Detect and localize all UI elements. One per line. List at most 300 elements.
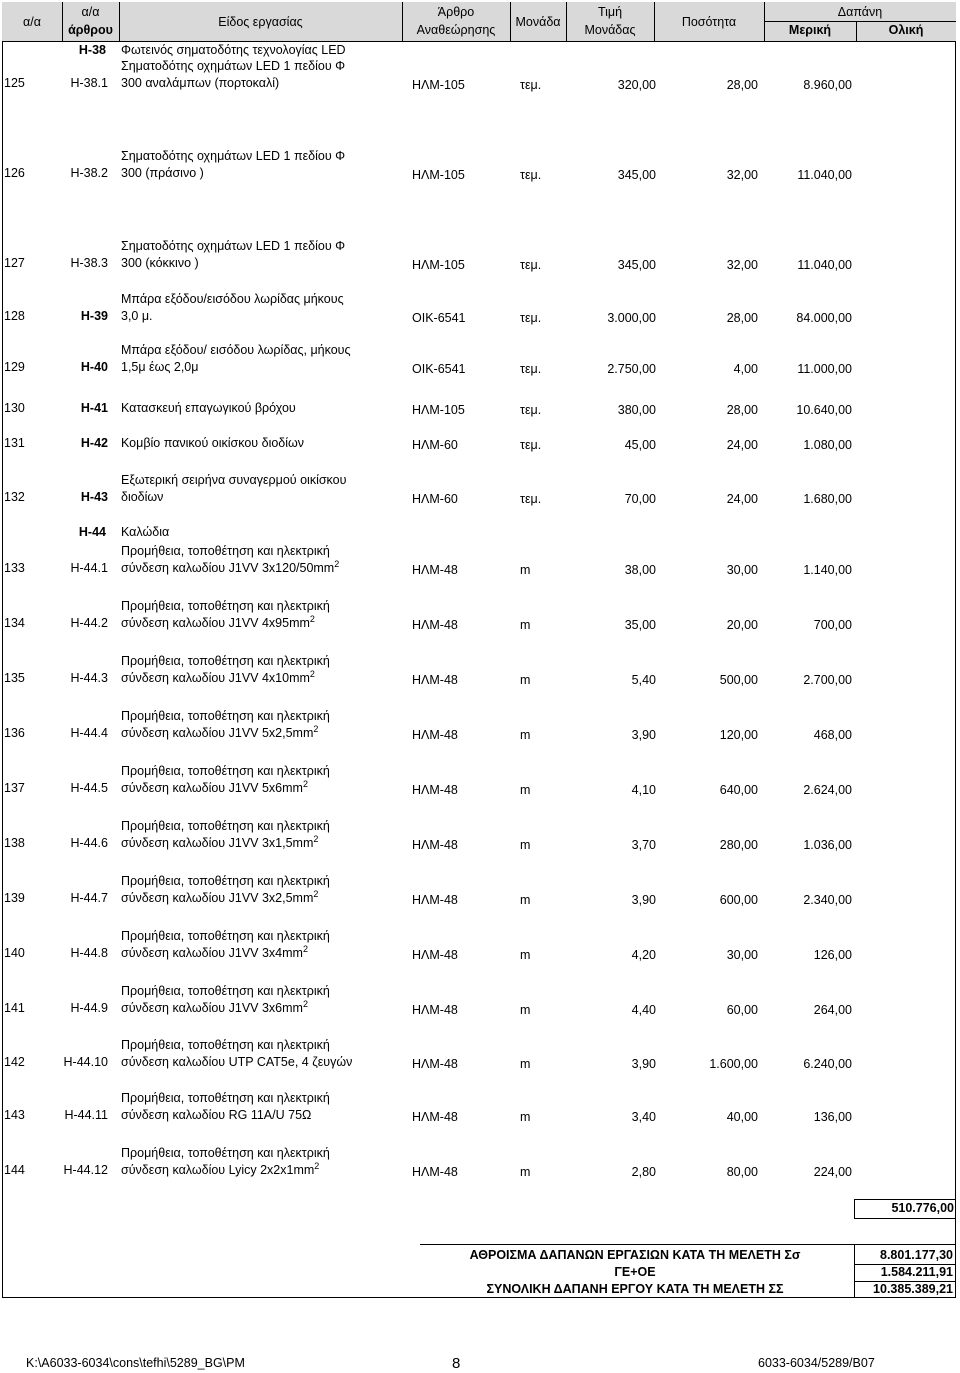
row-aa [4, 1108, 44, 1123]
row-aa-text: 141 [4, 1001, 25, 1015]
row-code-text: Η-44.3 [70, 671, 108, 685]
row-code-text: Η-41 [80, 401, 108, 415]
row-partial-cost [756, 948, 852, 963]
row-aa [4, 836, 44, 851]
row-code [58, 490, 108, 505]
row-quantity [660, 438, 758, 453]
row-partial-cost-text: 1.680,00 [803, 492, 852, 506]
row-aa-text: 142 [4, 1055, 25, 1069]
row-quantity-text: 24,00 [726, 438, 758, 452]
row-unit-text: τεμ. [520, 311, 542, 325]
row-code-text: Η-44.5 [70, 781, 108, 795]
row-article-text: ΗΛΜ-60 [412, 438, 458, 452]
row-desc-line-2-superscript: 2 [309, 613, 315, 624]
row-unit-price [568, 893, 656, 908]
row-partial-cost-text: 1.080,00 [803, 438, 852, 452]
row-quantity-text: 280,00 [719, 838, 758, 852]
row-unit-price [568, 1110, 656, 1125]
row-desc-line-1 [121, 599, 330, 614]
row-unit [520, 362, 541, 377]
row-desc-line-2-superscript: 2 [309, 668, 315, 679]
row-code [58, 76, 108, 91]
row-partial-cost [756, 438, 852, 453]
row-article-text: ΗΛΜ-48 [412, 1057, 458, 1071]
row-desc-line-1 [121, 764, 330, 779]
row-unit-text: τεμ. [520, 403, 542, 417]
header-dapani: Δαπάνη [837, 5, 883, 19]
row-unit [520, 563, 530, 578]
row-desc-line-1 [121, 984, 330, 999]
row-desc-line-1-text: Προμήθεια, τοποθέτηση και ηλεκτρική [121, 819, 330, 833]
row-article [412, 893, 458, 908]
row-quantity [660, 492, 758, 507]
row-article [412, 311, 466, 326]
row-code [58, 726, 108, 741]
row-code [58, 360, 108, 375]
row-partial-cost-text: 2.624,00 [803, 783, 852, 797]
row-unit [520, 728, 530, 743]
row-unit-text: τεμ. [520, 492, 542, 506]
row-code-text: Η-38.3 [70, 256, 108, 270]
row-code-text: Η-44.4 [70, 726, 108, 740]
row-desc-line-2 [121, 1108, 311, 1123]
row-quantity-text: 24,00 [726, 492, 758, 506]
footer-file-path: K:\A6033-6034\cons\tefhi\5289_BG\PM [26, 1356, 245, 1370]
row-quantity-text: 40,00 [726, 1110, 758, 1124]
footer-reference: 6033-6034/5289/B07 [758, 1356, 875, 1370]
row-desc-line-2-text: σύνδεση καλωδίου Lyicy 2x2x1mm [121, 1163, 315, 1177]
row-desc-line-1-text: Προμήθεια, τοποθέτηση και ηλεκτρική [121, 544, 330, 558]
row-unit-text: m [520, 948, 531, 962]
header-arthro-1: Άρθρο [437, 5, 475, 19]
row-desc-line-1-text: Προμήθεια, τοποθέτηση και ηλεκτρική [121, 984, 330, 998]
row-desc-line-2-text: 3,0 μ. [121, 309, 153, 323]
row-desc-line-2-text: Κατασκευή επαγωγικού βρόχου [121, 401, 296, 415]
row-desc-line-2 [121, 888, 319, 906]
header-timi-2: Μονάδας [584, 23, 636, 37]
row-unit-price-text: 4,10 [631, 783, 656, 797]
row-desc-line-2-text: σύνδεση καλωδίου J1VV 5x6mm [121, 781, 303, 795]
row-unit-price [568, 728, 656, 743]
row-aa-text: 139 [4, 891, 25, 905]
row-quantity-text: 30,00 [726, 563, 758, 577]
row-partial-cost [756, 838, 852, 853]
summary-value-works: 8.801.177,30 [880, 1248, 953, 1262]
row-partial-cost [756, 728, 852, 743]
header-divider [510, 2, 511, 42]
group-title-h38: Φωτεινός σηματοδότης τεχνολογίας LED [121, 43, 346, 57]
row-aa [4, 1163, 44, 1178]
row-unit-price [568, 403, 656, 418]
summary-divider [854, 1244, 855, 1298]
row-code-text: Η-43 [80, 490, 108, 504]
row-partial-cost [756, 258, 852, 273]
row-article-text: ΗΛΜ-48 [412, 838, 458, 852]
row-desc-line-1 [121, 654, 330, 669]
row-article [412, 438, 458, 453]
row-desc-line-1 [121, 292, 344, 307]
row-desc-line-2-superscript: 2 [313, 833, 319, 844]
row-unit-price-text: 3,90 [631, 1057, 656, 1071]
header-divider [764, 21, 956, 22]
row-desc-line-2-superscript: 2 [313, 723, 319, 734]
row-desc-line-2 [121, 833, 319, 851]
row-article-text: ΗΛΜ-48 [412, 948, 458, 962]
row-code [58, 891, 108, 906]
row-desc-line-2-text: Κομβίο πανικού οικίσκου διοδίων [121, 436, 305, 450]
row-desc-line-2 [121, 76, 279, 91]
row-desc-line-2 [121, 256, 199, 271]
row-desc-line-1-text: Προμήθεια, τοποθέτηση και ηλεκτρική [121, 709, 330, 723]
row-partial-cost [756, 783, 852, 798]
row-aa-text: 140 [4, 946, 25, 960]
row-unit-price [568, 838, 656, 853]
summary-value-geoe: 1.584.211,91 [880, 1265, 953, 1279]
row-unit-price-text: 345,00 [617, 168, 656, 182]
row-unit-price [568, 618, 656, 633]
row-quantity [660, 618, 758, 633]
header-meriki: Μερική [788, 23, 832, 37]
row-quantity [660, 1165, 758, 1180]
row-quantity-text: 20,00 [726, 618, 758, 632]
row-desc-line-2-text: διοδίων [121, 490, 164, 504]
row-aa-text: 137 [4, 781, 25, 795]
row-article [412, 78, 465, 93]
row-quantity-text: 600,00 [719, 893, 758, 907]
row-quantity-text: 28,00 [726, 78, 758, 92]
header-divider [856, 22, 857, 42]
row-quantity-text: 32,00 [726, 168, 758, 182]
row-desc-line-2-text: σύνδεση καλωδίου UTP CAT5e, 4 ζευγών [121, 1055, 353, 1069]
row-partial-cost-text: 1.140,00 [803, 563, 852, 577]
header-timi-1: Τιμή [597, 5, 623, 19]
row-desc-line-2-superscript: 2 [334, 558, 340, 569]
row-desc-line-2-text: 300 (πράσινο ) [121, 166, 204, 180]
row-partial-cost [756, 492, 852, 507]
row-desc-line-2-superscript: 2 [302, 998, 308, 1009]
row-unit-price [568, 258, 656, 273]
row-article [412, 168, 465, 183]
row-desc-line-2 [121, 613, 315, 631]
row-code [58, 616, 108, 631]
row-desc-line-2-text: 1,5μ έως 2,0μ [121, 360, 199, 374]
row-quantity [660, 838, 758, 853]
row-partial-cost-text: 2.340,00 [803, 893, 852, 907]
row-aa-text: 125 [4, 76, 25, 90]
row-desc-line-2-text: σύνδεση καλωδίου J1VV 3x6mm [121, 1001, 303, 1015]
row-unit-text: m [520, 728, 531, 742]
row-code-text: Η-44.10 [63, 1055, 108, 1069]
row-quantity [660, 1110, 758, 1125]
row-unit [520, 1003, 530, 1018]
row-unit-price-text: 4,20 [631, 948, 656, 962]
row-aa [4, 946, 44, 961]
row-desc-line-2 [121, 778, 308, 796]
row-article-text: ΗΛΜ-48 [412, 563, 458, 577]
row-unit [520, 1057, 530, 1072]
row-desc-line-1 [121, 1038, 330, 1053]
row-partial-cost-text: 264,00 [813, 1003, 852, 1017]
row-code-text: Η-40 [80, 360, 108, 374]
row-quantity [660, 311, 758, 326]
row-unit-text: m [520, 673, 531, 687]
row-aa [4, 671, 44, 686]
row-desc-line-2-superscript: 2 [302, 778, 308, 789]
row-unit-price-text: 5,40 [631, 673, 656, 687]
row-unit-text: τεμ. [520, 362, 542, 376]
header-monada: Μονάδα [515, 15, 561, 29]
row-article [412, 1003, 458, 1018]
row-code [58, 1163, 108, 1178]
row-quantity [660, 403, 758, 418]
subtotal-value: 510.776,00 [891, 1201, 954, 1215]
row-desc-line-1-text: Εξωτερική σειρήνα συναγερμού οικίσκου [121, 473, 347, 487]
row-unit-text: m [520, 783, 531, 797]
row-desc-line-1 [121, 343, 351, 358]
row-aa-text: 138 [4, 836, 25, 850]
row-unit-price [568, 311, 656, 326]
row-desc-line-2-superscript: 2 [302, 943, 308, 954]
row-desc-line-2 [121, 401, 296, 416]
row-article [412, 1057, 458, 1072]
row-partial-cost-text: 10.640,00 [796, 403, 852, 417]
row-quantity-text: 500,00 [719, 673, 758, 687]
row-aa-text: 128 [4, 309, 25, 323]
row-code-text: Η-38.1 [70, 76, 108, 90]
row-code-text: Η-42 [80, 436, 108, 450]
row-desc-line-1-text: Προμήθεια, τοποθέτηση και ηλεκτρική [121, 764, 330, 778]
row-aa [4, 561, 44, 576]
row-partial-cost [756, 893, 852, 908]
row-partial-cost [756, 403, 852, 418]
row-partial-cost [756, 1057, 852, 1072]
row-partial-cost-text: 136,00 [813, 1110, 852, 1124]
row-code-text: Η-38.2 [70, 166, 108, 180]
header-divider [764, 2, 765, 42]
row-unit-price-text: 38,00 [624, 563, 656, 577]
group-code-h44: Η-44 [78, 525, 106, 539]
row-partial-cost-text: 6.240,00 [803, 1057, 852, 1071]
row-quantity [660, 1057, 758, 1072]
header-aa-arthrou-2: άρθρου [68, 23, 113, 37]
row-desc-line-2-text: σύνδεση καλωδίου J1VV 3x120/50mm [121, 561, 335, 575]
row-aa [4, 436, 44, 451]
row-desc-line-1-text: Σηματοδότης οχημάτων LED 1 πεδίου Φ [121, 239, 346, 253]
header-posotita: Ποσότητα [681, 15, 737, 29]
row-code [58, 671, 108, 686]
row-aa [4, 76, 44, 91]
row-unit-text: m [520, 618, 531, 632]
row-article [412, 403, 465, 418]
row-code [58, 436, 108, 451]
summary-label-works: ΑΘΡΟΙΣΜΑ ΔΑΠΑΝΩΝ ΕΡΓΑΣΙΩΝ ΚΑΤΑ ΤΗ ΜΕΛΕΤΗ Σσ [469, 1248, 801, 1262]
row-aa [4, 309, 44, 324]
row-unit-price [568, 563, 656, 578]
row-desc-line-1-text: Σηματοδότης οχημάτων LED 1 πεδίου Φ [121, 149, 346, 163]
row-desc-line-1 [121, 709, 330, 724]
row-unit-price [568, 673, 656, 688]
row-desc-line-1-text: Σηματοδότης οχημάτων LED 1 πεδίου Φ [121, 59, 346, 73]
row-article-text: ΗΛΜ-105 [412, 78, 465, 92]
row-unit [520, 838, 530, 853]
row-partial-cost [756, 362, 852, 377]
row-partial-cost [756, 311, 852, 326]
row-desc-line-1 [121, 544, 330, 559]
row-article [412, 948, 458, 963]
row-aa [4, 401, 44, 416]
row-desc-line-1 [121, 59, 345, 74]
row-code-text: Η-39 [80, 309, 108, 323]
row-article [412, 492, 458, 507]
row-unit-price [568, 1003, 656, 1018]
row-article [412, 838, 458, 853]
row-desc-line-2 [121, 558, 340, 576]
row-quantity-text: 120,00 [719, 728, 758, 742]
row-quantity [660, 1003, 758, 1018]
row-desc-line-2-text: σύνδεση καλωδίου RG 11A/U 75Ω [121, 1108, 312, 1122]
row-aa-text: 130 [4, 401, 25, 415]
row-partial-cost [756, 1165, 852, 1180]
row-desc-line-2-text: 300 αναλάμπων (πορτοκαλί) [121, 76, 280, 90]
row-partial-cost-text: 84.000,00 [796, 311, 852, 325]
row-article-text: ΟΙΚ-6541 [412, 362, 466, 376]
row-desc-line-1 [121, 819, 330, 834]
row-unit-price-text: 45,00 [624, 438, 656, 452]
row-article-text: ΗΛΜ-48 [412, 893, 458, 907]
row-unit-price-text: 3,40 [631, 1110, 656, 1124]
row-quantity [660, 78, 758, 93]
row-partial-cost-text: 700,00 [813, 618, 852, 632]
row-desc-line-1 [121, 149, 345, 164]
row-unit-price-text: 3.000,00 [607, 311, 656, 325]
row-unit-price-text: 35,00 [624, 618, 656, 632]
header-aa-arthrou-1: α/α [81, 5, 100, 19]
row-code [58, 256, 108, 271]
row-desc-line-2-superscript: 2 [314, 1160, 320, 1171]
row-quantity-text: 30,00 [726, 948, 758, 962]
row-code-text: Η-44.9 [70, 1001, 108, 1015]
row-unit-price [568, 168, 656, 183]
row-article-text: ΗΛΜ-48 [412, 783, 458, 797]
row-unit-text: m [520, 893, 531, 907]
row-quantity [660, 362, 758, 377]
summary-label-geoe: ΓΕ+ΟΕ [614, 1265, 656, 1279]
row-quantity [660, 258, 758, 273]
row-partial-cost-text: 8.960,00 [803, 78, 852, 92]
summary-label-total: ΣΥΝΟΛΙΚΗ ΔΑΠΑΝΗ ΕΡΓΟΥ ΚΑΤΑ ΤΗ ΜΕΛΕΤΗ ΣΣ [486, 1282, 784, 1296]
row-quantity-text: 4,00 [733, 362, 758, 376]
row-desc-line-2-text: 300 (κόκκινο ) [121, 256, 199, 270]
group-title-h44: Καλώδια [121, 525, 170, 539]
row-aa [4, 781, 44, 796]
row-partial-cost-text: 468,00 [813, 728, 852, 742]
row-partial-cost [756, 78, 852, 93]
row-desc-line-2 [121, 1055, 352, 1070]
row-desc-line-2-text: σύνδεση καλωδίου J1VV 3x2,5mm [121, 891, 314, 905]
row-partial-cost-text: 1.036,00 [803, 838, 852, 852]
row-aa-text: 135 [4, 671, 25, 685]
row-desc-line-1-text: Προμήθεια, τοποθέτηση και ηλεκτρική [121, 1038, 330, 1052]
row-unit [520, 168, 541, 183]
summary-rule [420, 1244, 956, 1245]
row-aa [4, 360, 44, 375]
row-partial-cost-text: 11.040,00 [797, 258, 852, 272]
footer-page-number: 8 [452, 1355, 461, 1372]
row-unit-price-text: 2.750,00 [607, 362, 656, 376]
row-unit-price [568, 783, 656, 798]
row-article-text: ΗΛΜ-48 [412, 1165, 458, 1179]
row-unit-price [568, 948, 656, 963]
row-desc-line-1 [121, 473, 346, 488]
row-aa [4, 1055, 44, 1070]
row-unit-text: τεμ. [520, 168, 542, 182]
row-desc-line-1 [121, 929, 330, 944]
row-aa-text: 127 [4, 256, 25, 270]
row-desc-line-2 [121, 166, 204, 181]
row-quantity-text: 60,00 [726, 1003, 758, 1017]
row-code-text: Η-44.1 [70, 561, 108, 575]
row-aa-text: 126 [4, 166, 25, 180]
row-aa-text: 134 [4, 616, 25, 630]
row-code [58, 1055, 108, 1070]
row-quantity-text: 28,00 [726, 403, 758, 417]
row-article-text: ΗΛΜ-48 [412, 618, 458, 632]
row-desc-line-2-text: σύνδεση καλωδίου J1VV 3x4mm [121, 946, 303, 960]
row-aa-text: 144 [4, 1163, 25, 1177]
row-code [58, 1001, 108, 1016]
row-unit [520, 893, 530, 908]
row-desc-line-2-text: σύνδεση καλωδίου J1VV 4x95mm [121, 616, 310, 630]
summary-value-total: 10.385.389,21 [873, 1282, 953, 1296]
row-code-text: Η-44.8 [70, 946, 108, 960]
row-code-text: Η-44.6 [70, 836, 108, 850]
row-unit [520, 1110, 530, 1125]
row-code [58, 166, 108, 181]
row-unit-price-text: 70,00 [624, 492, 656, 506]
row-desc-line-1 [121, 874, 330, 889]
row-article-text: ΟΙΚ-6541 [412, 311, 466, 325]
row-unit-text: m [520, 1057, 531, 1071]
row-unit [520, 258, 541, 273]
row-quantity [660, 728, 758, 743]
row-article-text: ΗΛΜ-48 [412, 728, 458, 742]
row-partial-cost-text: 126,00 [813, 948, 852, 962]
row-unit-text: m [520, 1003, 531, 1017]
row-desc-line-1-text: Προμήθεια, τοποθέτηση και ηλεκτρική [121, 874, 330, 888]
row-desc-line-1-text: Προμήθεια, τοποθέτηση και ηλεκτρική [121, 1146, 330, 1160]
row-desc-line-2 [121, 1160, 320, 1178]
row-code-text: Η-44.12 [63, 1163, 108, 1177]
row-code [58, 401, 108, 416]
header-divider [654, 2, 655, 42]
row-desc-line-2 [121, 490, 163, 505]
row-desc-line-2-text: σύνδεση καλωδίου J1VV 3x1,5mm [121, 836, 314, 850]
row-desc-line-2 [121, 723, 319, 741]
row-unit-price [568, 492, 656, 507]
row-quantity-text: 32,00 [726, 258, 758, 272]
group-code-h38: Η-38 [78, 43, 106, 57]
row-article-text: ΗΛΜ-48 [412, 1003, 458, 1017]
row-unit-text: m [520, 563, 531, 577]
row-code [58, 946, 108, 961]
row-unit-text: τεμ. [520, 78, 542, 92]
row-unit [520, 311, 541, 326]
row-desc-line-2 [121, 668, 315, 686]
row-unit-price [568, 1165, 656, 1180]
row-article [412, 563, 458, 578]
row-quantity [660, 168, 758, 183]
row-desc-line-1-text: Προμήθεια, τοποθέτηση και ηλεκτρική [121, 599, 330, 613]
